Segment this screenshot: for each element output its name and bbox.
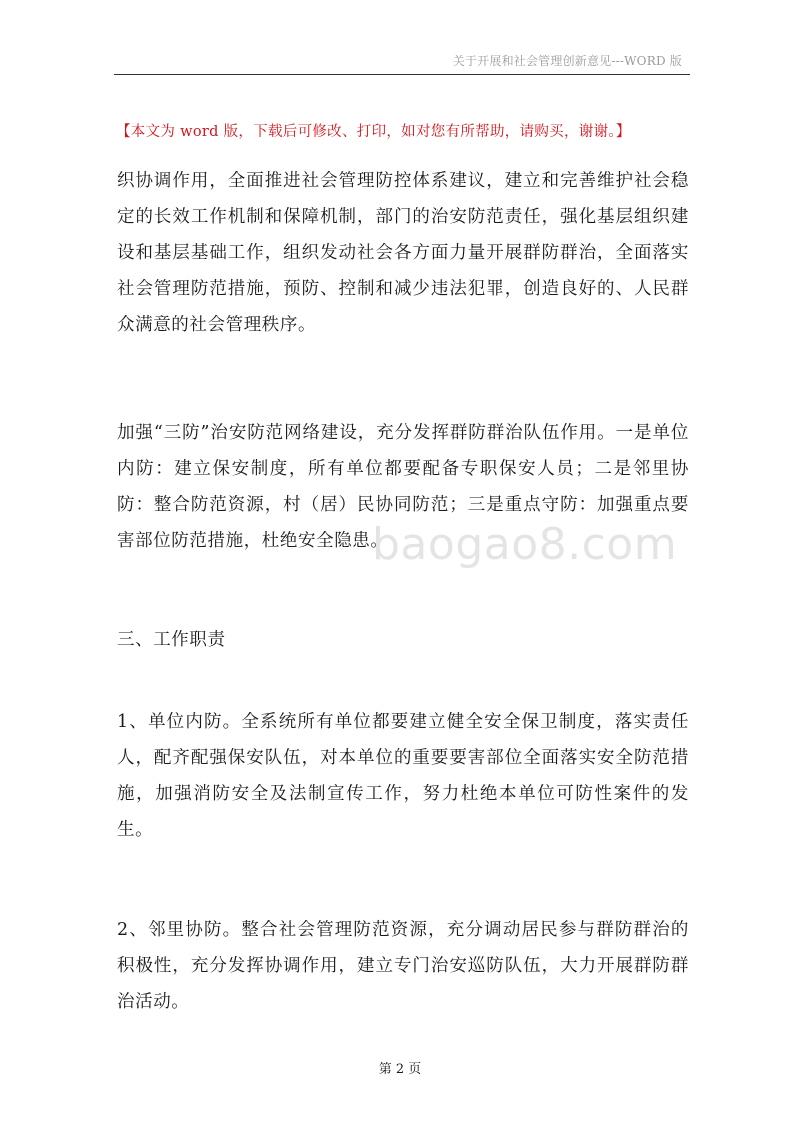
body-paragraph: 1、单位内防。全系统所有单位都要建立健全安全保卫制度，落实责任人，配齐配强保安队伍，对本单位的重要要害部位全面落实安全防范措施，加强消防安全及法制宣传工作，努力杜绝本单位可防性案件的发生。	[117, 712, 689, 840]
page-number: 第 2 页	[378, 1062, 422, 1077]
body-paragraph: 2、邻里协防。整合社会管理防范资源，充分调动居民参与群防群治的积极性，充分发挥协调作用，建立专门治安巡防队伍，大力开展群防群治活动。	[117, 920, 689, 1012]
header-divider	[114, 74, 690, 75]
body-paragraph: 织协调作用，全面推进社会管理防控体系建议，建立和完善维护社会稳定的长效工作机制和保障机制，部门的治安防范责任，强化基层组织建设和基层基础工作，组织发动社会各方面力量开展群防群治，全面落实社会管理防范措施，预防、控制和减少违法犯罪，创造良好的、人民群众满意的社会管理秩序。	[117, 171, 689, 335]
watermark-text: baogao8.com	[372, 519, 678, 570]
section-heading: 三、工作职责	[117, 630, 226, 650]
page-header-title: 关于开展和社会管理创新意见---WORD 版	[452, 54, 682, 68]
body-paragraph: 加强“三防”治安防范网络建设，充分发挥群防群治队伍作用。一是单位内防：建立保安制度，所有单位都要配备专职保安人员；二是邻里协防：整合防范资源，村（居）民协同防范；三是重点守防：加强重点要害部位防范措施，杜绝安全隐患。	[117, 423, 689, 551]
purchase-notice: 【本文为 word 版，下载后可修改、打印，如对您有所帮助，请购买，谢谢。】	[116, 124, 631, 140]
